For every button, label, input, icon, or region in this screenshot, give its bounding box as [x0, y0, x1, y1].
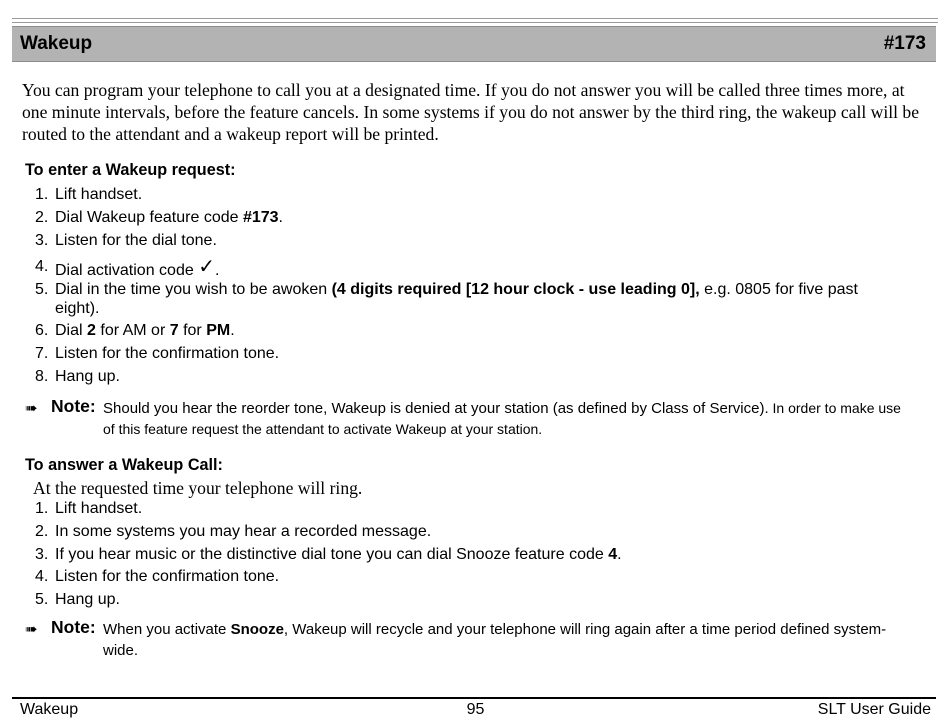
note-arrow-icon: ➠	[25, 621, 36, 638]
top-rules	[12, 18, 938, 23]
note-arrow-icon: ➠	[25, 400, 36, 417]
checkmark-icon: ✓	[198, 254, 215, 278]
answer-intro: At the requested time your telephone will ring.	[33, 478, 363, 498]
page-header	[12, 26, 936, 62]
list-item: 3. If you hear music or the distinctive dial tone you can dial Snooze feature code 4.	[35, 546, 622, 563]
list-item: 2. In some systems you may hear a recorded message.	[35, 523, 432, 540]
note-reorder-tone	[25, 398, 915, 440]
footer-rule	[12, 697, 936, 699]
page-number: 95	[466, 701, 485, 718]
list-item: 4. Dial activation code ✓.	[35, 254, 220, 279]
intro-paragraph: You can program your telephone to call you at a designated time. If you do not answer you will be called three times more, at one minute intervals, before the feature cancels. In some systems if you do not answer by the third ring, the wakeup call will be routed to the attendant and a wakeup report will be printed.	[22, 80, 920, 144]
footer-guide-title: SLT User Guide	[817, 701, 931, 718]
note-label: Note:	[51, 396, 96, 416]
top-rule-2	[12, 22, 938, 23]
list-item: 1. Lift handset.	[35, 186, 143, 203]
list-item: 8. Hang up.	[35, 368, 120, 385]
list-item: 6. Dial 2 for AM or 7 for PM.	[35, 322, 235, 339]
note-text: Should you hear the reorder tone, Wakeup is denied at your station (as defined by Class of Service). In order to make use of this feature request the attendant to activate Wakeup at your station.	[103, 400, 901, 437]
enter-request-heading: To enter a Wakeup request:	[25, 161, 236, 179]
list-item: 5. Hang up.	[35, 591, 120, 608]
enter-steps-list	[0, 185, 895, 390]
list-item: 1. Lift handset.	[35, 500, 143, 517]
note-label: Note:	[51, 617, 96, 637]
footer-section: Wakeup	[20, 701, 79, 718]
list-item: 2. Dial Wakeup feature code #173.	[35, 209, 283, 226]
note-snooze	[25, 619, 915, 661]
note-text: When you activate Snooze, Wakeup will recycle and your telephone will ring again after a time period defined system-wide.	[103, 621, 887, 659]
answer-call-heading: To answer a Wakeup Call:	[25, 456, 223, 474]
page-title: Wakeup	[20, 33, 93, 54]
top-rule-1	[12, 18, 938, 19]
list-item: 7. Listen for the confirmation tone.	[35, 345, 280, 362]
feature-code: #173	[883, 33, 926, 54]
answer-steps-list	[0, 499, 895, 613]
list-item: 5. Dial in the time you wish to be awoken (4 digits required [12 hour clock - use leading 0], e.g. 0805 for five past eight).	[35, 281, 858, 317]
list-item: 4. Listen for the confirmation tone.	[35, 568, 280, 585]
list-item: 3. Listen for the dial tone.	[35, 232, 217, 249]
